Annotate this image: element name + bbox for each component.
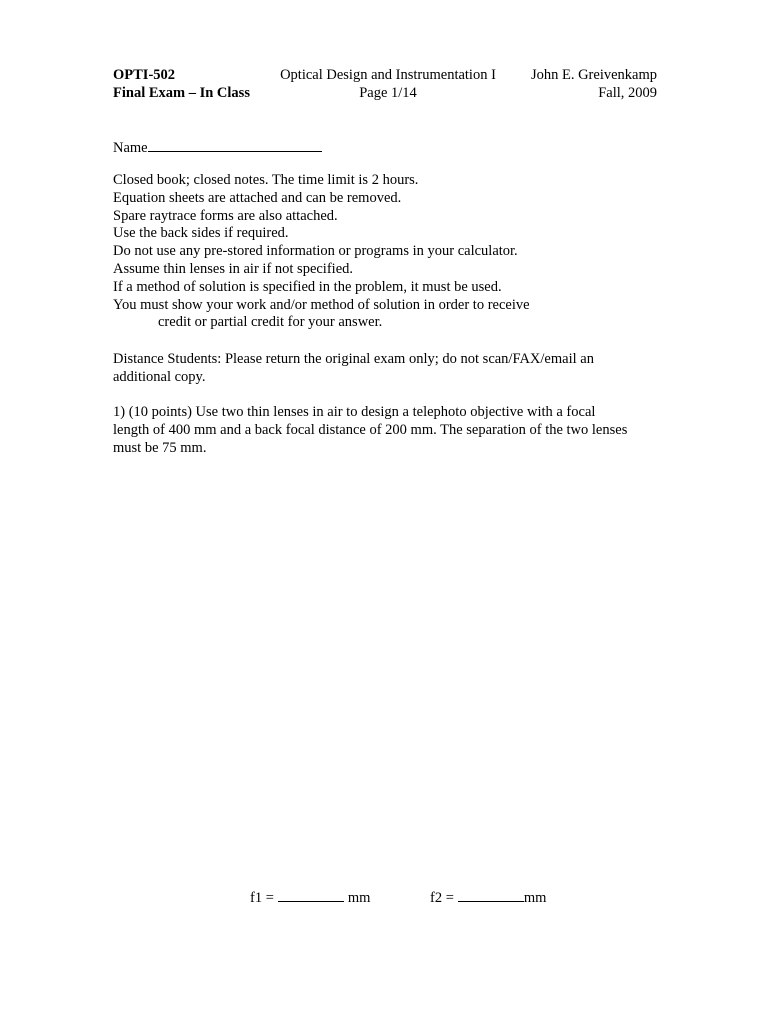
header-left (113, 66, 250, 102)
problem-line: 1) (10 points) Use two thin lenses in air to design a telephoto objective with a focal (113, 404, 596, 420)
instruction-line: Do not use any pre-stored information or programs in your calculator. (113, 243, 518, 260)
instruction-line: Spare raytrace forms are also attached. (113, 207, 338, 224)
name-label: Name (113, 140, 148, 156)
instructor-name: John E. Greivenkamp (530, 67, 657, 83)
course-code: OPTI-502 (113, 67, 176, 83)
f2-blank-line[interactable] (458, 887, 524, 902)
problem-line: must be 75 mm. (113, 439, 207, 456)
instruction-line: Equation sheets are attached and can be removed. (113, 189, 402, 206)
instruction-line: If a method of solution is specified in the problem, it must be used. (113, 278, 502, 295)
exam-title: Final Exam – In Class (113, 85, 250, 101)
instruction-line: Assume thin lenses in air if not specified. (113, 260, 354, 277)
page-number: Page 1/14 (359, 85, 417, 101)
name-field-row (113, 137, 322, 157)
header-right (480, 66, 657, 102)
problem-1 (113, 404, 673, 457)
instruction-line: credit or partial credit for your answer. (158, 314, 383, 331)
f2-label: f2 = (430, 890, 454, 906)
term: Fall, 2009 (598, 85, 657, 101)
problem-line: length of 400 mm and a back focal distance of 200 mm. The separation of the two lenses (113, 421, 628, 438)
instructions-block (113, 172, 673, 332)
f1-blank-line[interactable] (278, 887, 344, 902)
name-blank-line[interactable] (148, 137, 322, 152)
instruction-line: You must show your work and/or method of solution in order to receive (113, 296, 530, 313)
distance-note-line: Distance Students: Please return the original exam only; do not scan/FAX/email an (113, 351, 594, 367)
instruction-line: Closed book; closed notes. The time limit is 2 hours. (113, 172, 419, 188)
header-center (268, 66, 508, 102)
f1-label: f1 = (250, 890, 274, 906)
course-name: Optical Design and Instrumentation I (280, 67, 496, 83)
f2-unit: mm (523, 890, 547, 906)
f1-unit: mm (347, 890, 371, 906)
answer-f2 (430, 887, 546, 907)
answer-f1 (250, 887, 370, 907)
distance-note-line: additional copy. (113, 368, 206, 385)
instruction-line: Use the back sides if required. (113, 225, 289, 242)
distance-students-note (113, 351, 673, 387)
